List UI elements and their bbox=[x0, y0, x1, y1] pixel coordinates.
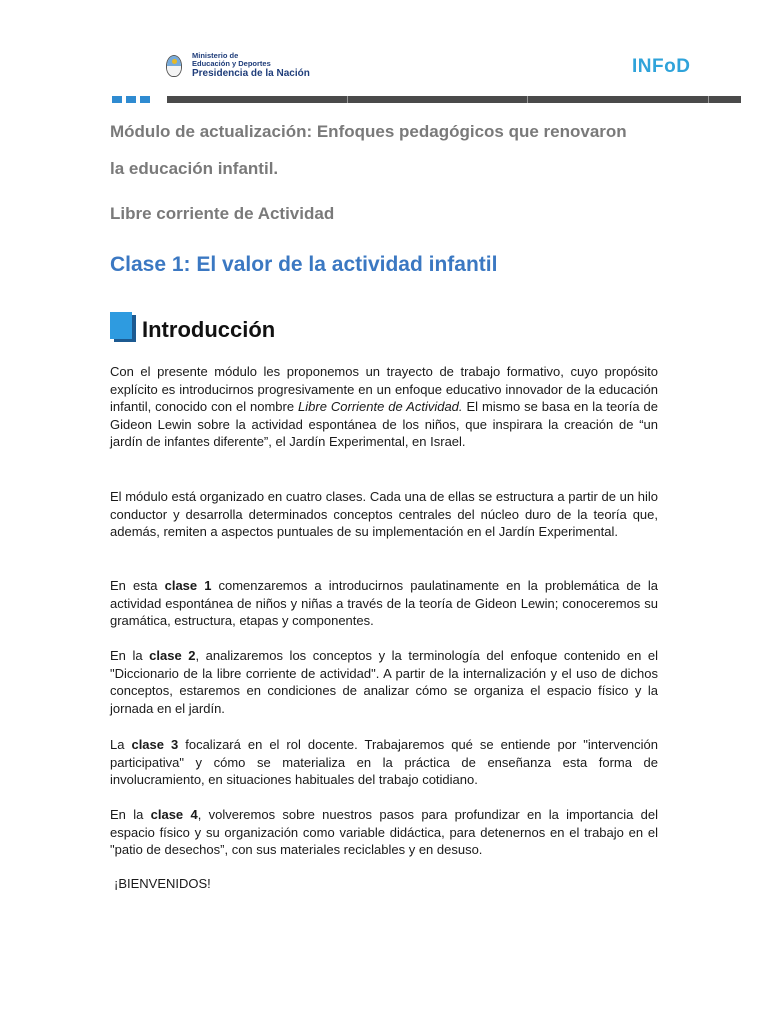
ministry-text bbox=[192, 52, 310, 80]
module-title-line2: la educación infantil. bbox=[110, 159, 279, 178]
section-title: Introducción bbox=[142, 317, 276, 342]
argentina-emblem-icon bbox=[166, 55, 182, 77]
module-title-line1: Módulo de actualización: Enfoques pedagógicos que renovaron bbox=[110, 122, 627, 141]
class-title: Clase 1: El valor de la actividad infantil bbox=[110, 253, 498, 276]
header-divider-bar bbox=[167, 96, 741, 103]
header-square bbox=[112, 96, 122, 103]
header-square bbox=[140, 96, 150, 103]
paragraph-1: Con el presente módulo les proponemos un trayecto de trabajo formativo, cuyo propósito explícito es introducirnos progresivamente en un enfoque educativo innovador de la educación infantil, conocido con el nombre Libre Corriente de Actividad. El mismo se basa en la teoría de Gideon Lewin sobre la actividad espontánea de los niños, que inspirara la creación de “un jardín de infantes diferente”, el Jardín Experimental, en Israel. bbox=[110, 364, 658, 450]
blue-square-icon bbox=[110, 312, 136, 342]
paragraph-2: El módulo está organizado en cuatro clases. Cada una de ellas se estructura a partir de un hilo conductor y desarrolla determinados conceptos centrales del núcleo duro de la teoría que, además, remiten a aspectos puntuales de su implementación en el Jardín Experimental. bbox=[110, 489, 658, 540]
ministry-logo bbox=[166, 52, 310, 80]
header-bar-tick bbox=[708, 96, 709, 103]
module-subtitle: Libre corriente de Actividad bbox=[110, 204, 335, 223]
header-bar-tick bbox=[527, 96, 528, 103]
header-bar-tick bbox=[347, 96, 348, 103]
paragraph-4: En la clase 2, analizaremos los conceptos y la terminología del enfoque contenido en el "Diccionario de la libre corriente de actividad". A partir de la internalización y el uso de dichos conceptos, estaremos en condiciones de analizar cómo se organiza el espacio físico y la jornada en el jardín. bbox=[110, 648, 658, 716]
ministry-line3: Presidencia de la Nación bbox=[192, 68, 310, 79]
ministry-line2: Educación y Deportes bbox=[192, 59, 271, 68]
infod-logo: INFoD bbox=[632, 56, 691, 77]
paragraph-5: La clase 3 focalizará en el rol docente. Trabajaremos qué se entiende por "intervención participativa" y cómo se materializa en la práctica de enseñanza esta forma de involucramiento, en situaciones habituales del trabajo cotidiano. bbox=[110, 737, 659, 788]
ministry-line1: Ministerio de bbox=[192, 51, 239, 60]
welcome-text: ¡BIENVENIDOS! bbox=[114, 876, 211, 891]
header-square bbox=[126, 96, 136, 103]
paragraph-3: En esta clase 1 comenzaremos a introducirnos paulatinamente en la problemática de la actividad espontánea de niños y niñas a través de la teoría de Gideon Lewin; conoceremos su gramática, estructura, etapas y componentes. bbox=[110, 578, 659, 629]
section-heading bbox=[110, 312, 275, 342]
page-header bbox=[0, 0, 768, 110]
paragraph-6: En la clase 4, volveremos sobre nuestros pasos para profundizar en la importancia del espacio físico y su organización como variable didáctica, para detenernos en el trabajo en el "patio de desechos”, con sus materiales reciclables y en desuso. bbox=[110, 807, 658, 858]
